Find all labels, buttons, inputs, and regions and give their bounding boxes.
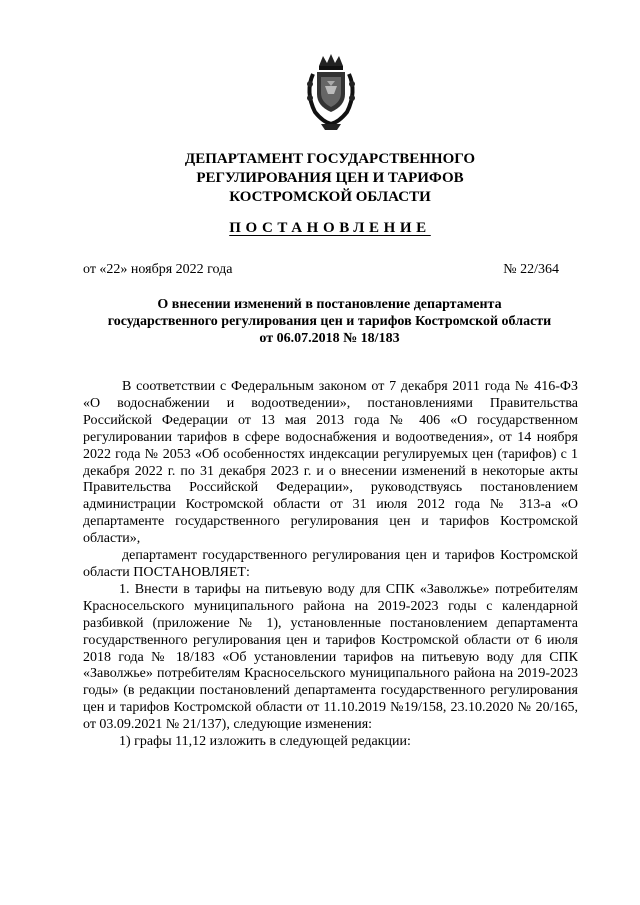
resolves-paragraph: департамент государственного регулирования цен и тарифов Костромской области ПОСТАНОВЛЯЕТ:: [83, 548, 578, 580]
department-title-line: РЕГУЛИРОВАНИЯ ЦЕН И ТАРИФОВ: [196, 170, 464, 186]
department-title-line: КОСТРОМСКОЙ ОБЛАСТИ: [229, 189, 431, 205]
document-body: [83, 379, 578, 751]
coat-of-arms-emblem: [301, 52, 361, 132]
document-date: от «22» ноября 2022 года: [83, 262, 233, 277]
department-title-line: ДЕПАРТАМЕНТ ГОСУДАРСТВЕННОГО: [184, 151, 476, 167]
date-number-line: [83, 262, 559, 278]
document-type-label: ПОСТАНОВЛЕНИЕ: [229, 220, 431, 236]
document-type-heading: [100, 220, 560, 237]
subject-line: государственного регулирования цен и тарифов Костромской области: [107, 314, 552, 329]
subject-line: от 06.07.2018 № 18/183: [259, 331, 400, 346]
subject-line: О внесении изменений в постановление департамента: [157, 297, 502, 312]
department-title: [100, 150, 560, 207]
item-1-paragraph: 1. Внести в тарифы на питьевую воду для СПК «Заволжье» потребителям Красносельского муниципального района на 2019-2023 годы с календарной разбивкой (приложение № 1), установленные постановлением департамента государственного регулирования цен и тарифов Костромской области от 6 июля 2018 года № 18/183 «Об установлении тарифов на питьевую воду для СПК «Заволжье» потребителям Красносельского муниципального района на 2019-2023 годы» (в редакции постановлений департамента государственного регулирования цен и тарифов Костромской области от 11.10.2019 №19/158, 23.10.2020 № 20/165, от 03.09.2021 № 21/137), следующие изменения:: [83, 581, 578, 733]
document-number: № 22/364: [503, 262, 559, 277]
document-subject: [83, 296, 576, 347]
preamble-paragraph: В соответствии с Федеральным законом от 7 декабря 2011 года № 416-ФЗ «О водоснабжении и водоотведении», постановлениями Правительства Российской Федерации от 13 мая 2013 года № 406 «О государственном регулировании тарифов в сфере водоснабжения и водоотведения», от 14 ноября 2022 года № 2053 «Об особенностях индексации регулируемых цен (тарифов) с 1 декабря 2022 г. по 31 декабря 2023 г. и о внесении изменений в некоторые акты Правительства Российской Федерации», руководствуясь постановлением администрации Костромской области от 31 июля 2012 года № 313-а «О департаменте государственного регулирования цен и тарифов Костромской области»,: [83, 379, 578, 547]
item-1-subitem-1-paragraph: 1) графы 11,12 изложить в следующей редакции:: [119, 734, 411, 750]
